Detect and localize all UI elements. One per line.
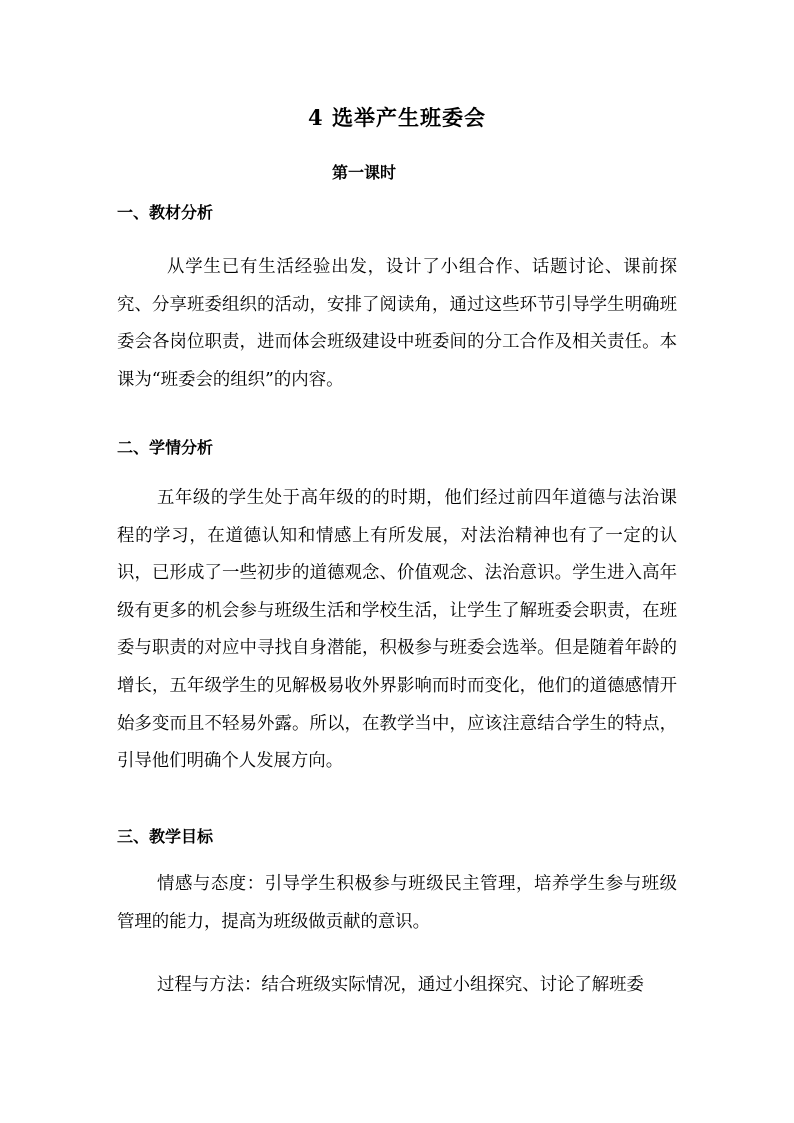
section-paragraph-process-method: 过程与方法：结合班级实际情况，通过小组探究、讨论了解班委 — [157, 975, 644, 995]
section-paragraph-textbook-analysis: 从学生已有生活经验出发，设计了小组合作、话题讨论、课前探究、分享班委组织的活动，安排了阅读角，通过这些环节引导学生明确班委会各岗位职责，进而体会班级建设中班委间的分工合作及相关责任。本课为“班委会的组织”的内容。 — [117, 257, 677, 390]
section-heading-teaching-goals: 三、教学目标 — [117, 827, 214, 846]
section-heading-student-analysis: 二、学情分析 — [117, 438, 214, 457]
section-heading-textbook-analysis: 一、教材分析 — [117, 203, 214, 222]
section-paragraph-student-analysis: 五年级的学生处于高年级的的时期，他们经过前四年道德与法治课程的学习，在道德认知和情感上有所发展，对法治精神也有了一定的认识，已形成了一些初步的道德观念、价值观念、法治意识。学生进入高年级有更多的机会参与班级生活和学校生活，让学生了解班委会职责，在班委与职责的对应中寻找自身潜能，积极参与班委会选举。但是随着年龄的增长，五年级学生的见解极易收外界影响而时而变化，他们的道德感情开始多变而且不轻易外露。所以，在教学当中，应该注意结合学生的特点，引导他们明确个人发展方向。 — [117, 488, 677, 772]
lesson-subtitle: 第一课时 — [331, 163, 396, 182]
document-title: 4 选举产生班委会 — [308, 105, 486, 130]
section-paragraph-emotion-attitude: 情感与态度：引导学生积极参与班级民主管理，培养学生参与班级管理的能力，提高为班级做贡献的意识。 — [117, 874, 677, 932]
